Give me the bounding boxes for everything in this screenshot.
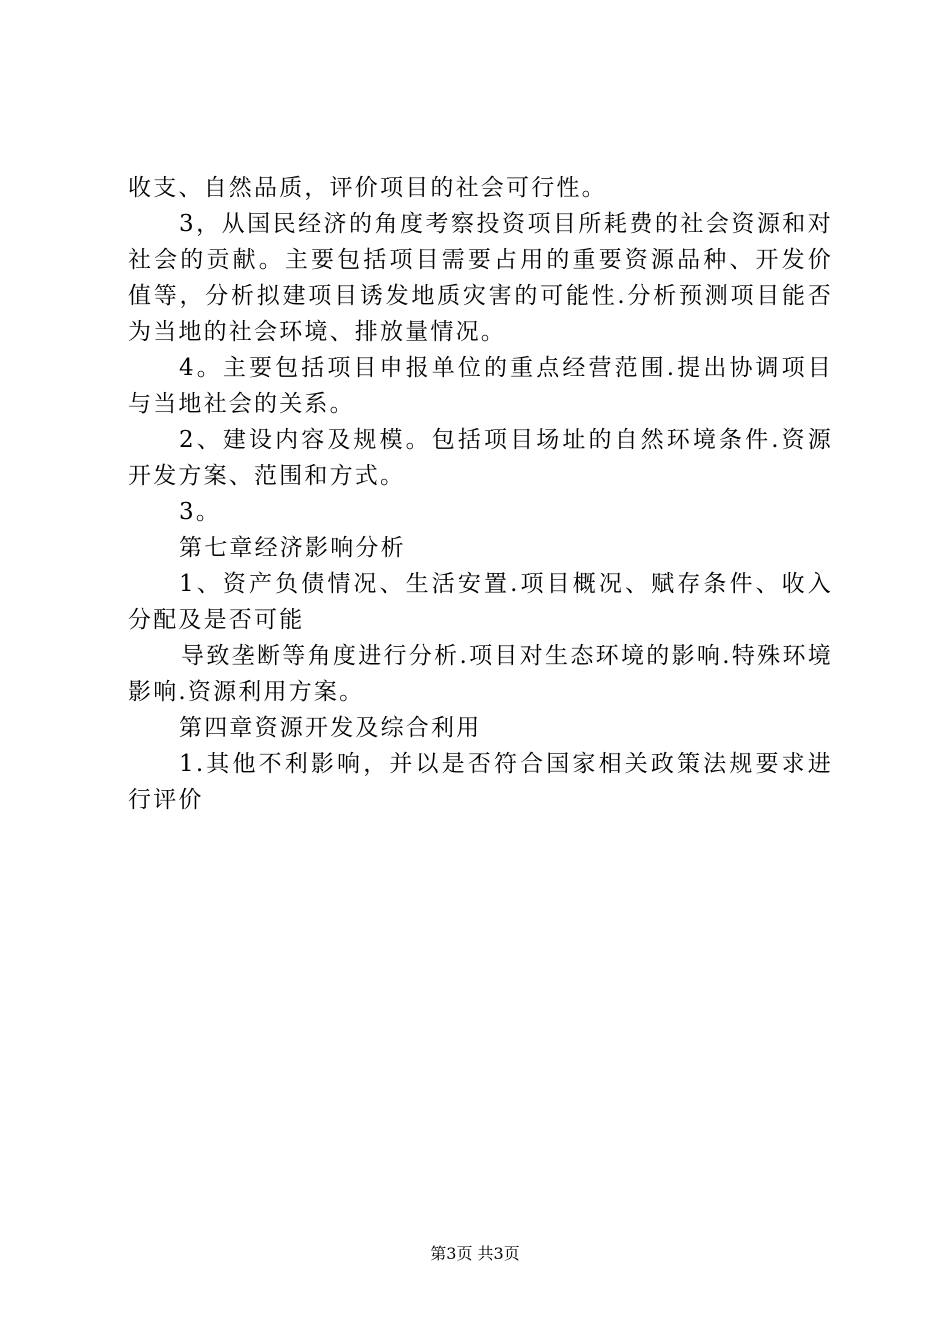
paragraph: 1.其他不利影响，并以是否符合国家相关政策法规要求进行评价 xyxy=(128,751,833,813)
paragraph: 收支、自然品质，评价项目的社会可行性。 xyxy=(128,175,607,201)
paragraph: 1、资产负债情况、生活安置.项目概况、赋存条件、收入分配及是否可能 xyxy=(128,571,833,633)
page-number-footer: 第3页 共3页 xyxy=(430,1244,520,1263)
document-body xyxy=(128,170,833,818)
chapter-heading: 第四章资源开发及综合利用 xyxy=(179,715,482,741)
paragraph: 4。主要包括项目申报单位的重点经营范围.提出协调项目与当地社会的关系。 xyxy=(128,355,833,417)
chapter-heading: 第七章经济影响分析 xyxy=(179,535,406,561)
paragraph: 3。 xyxy=(179,499,222,525)
paragraph: 3，从国民经济的角度考察投资项目所耗费的社会资源和对社会的贡献。主要包括项目需要占用的重要资源品种、开发价值等，分析拟建项目诱发地质灾害的可能性.分析预测项目能否为当地的社会环境、排放量情况。 xyxy=(128,211,833,345)
paragraph: 2、建设内容及规模。包括项目场址的自然环境条件.资源开发方案、范围和方式。 xyxy=(128,427,833,489)
paragraph: 导致垄断等角度进行分析.项目对生态环境的影响.特殊环境影响.资源利用方案。 xyxy=(128,643,833,705)
